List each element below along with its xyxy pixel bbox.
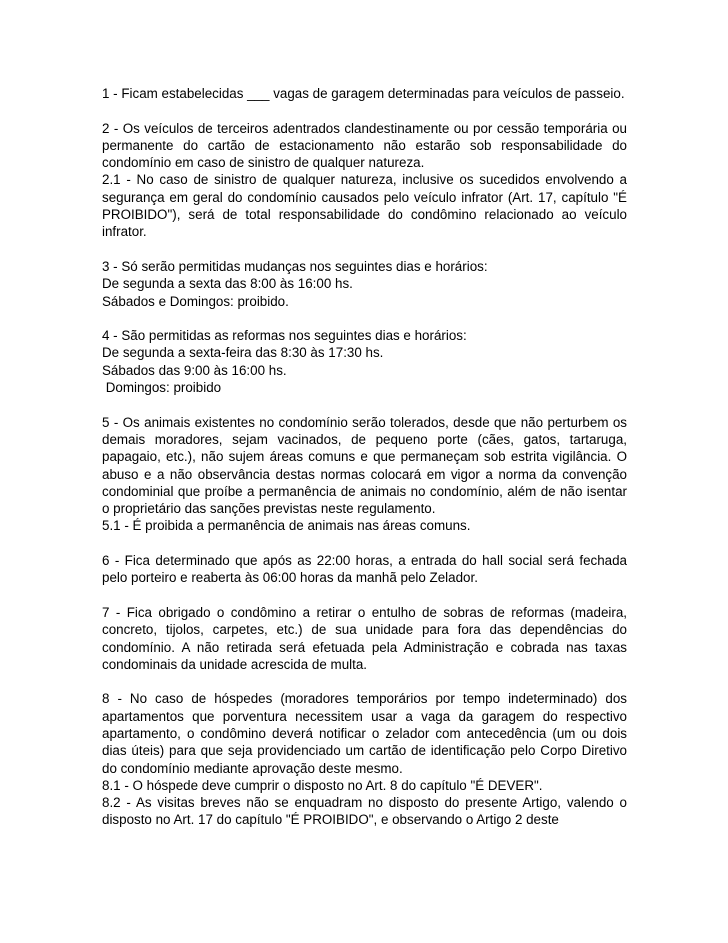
paragraph-6: 6 - Fica determinado que após as 22:00 horas, a entrada do hall social será fechada pelo porteiro e reaberta às 06:00 horas da manhã pelo Zelador. <box>102 553 627 586</box>
paragraph-2: 2 - Os veículos de terceiros adentrados clandestinamente ou por cessão temporária ou permanente do cartão de estacionamento não estarão sob responsabilidade do condomínio em caso de sinistro de qualquer natureza. <box>102 120 627 171</box>
paragraph-5: 5 - Os animais existentes no condomínio serão tolerados, desde que não perturbem os demais moradores, sejam vacinados, de pequeno porte (cães, gatos, tartaruga, papagaio, etc.), não sujem áreas comuns e que permaneçam sob estrita vigilância. O abuso e a não observância destas normas colocará em vigor a norma da convenção condominial que proíbe a permanência de animais no condomínio, além de não isentar o proprietário das sanções previstas neste regulamento. <box>102 414 627 517</box>
paragraph-8-2: 8.2 - As visitas breves não se enquadram no disposto do presente Artigo, valendo o disposto no Art. 17 do capítulo "É PROIBIDO", e observando o Artigo 2 deste <box>102 795 627 828</box>
paragraph-2-1: 2.1 - No caso de sinistro de qualquer natureza, inclusive os sucedidos envolvendo a segurança em geral do condomínio causados pelo veículo infrator (Art. 17, capítulo "É PROIBIDO"), será de total responsabilidade do condômino relacionado ao veículo infrator. <box>102 172 627 240</box>
spacer <box>102 396 627 413</box>
paragraph-8-1: 8.1 - O hóspede deve cumprir o disposto no Art. 8 do capítulo "É DEVER". <box>102 777 543 793</box>
paragraph-4-line-2: Sábados das 9:00 às 16:00 hs. <box>102 362 287 378</box>
spacer <box>102 587 627 604</box>
spacer <box>102 102 627 119</box>
paragraph-3: 3 - Só serão permitidas mudanças nos seguintes dias e horários: <box>102 258 488 274</box>
paragraph-4: 4 - São permitidas as reformas nos seguintes dias e horários: <box>102 328 467 344</box>
paragraph-4-line-3: Domingos: proibido <box>102 380 222 396</box>
paragraph-3-line-1: De segunda a sexta das 8:00 às 16:00 hs. <box>102 276 353 292</box>
spacer <box>102 310 627 327</box>
paragraph-8: 8 - No caso de hóspedes (moradores temporários por tempo indeterminado) dos apartamentos que porventura necessitem usar a vaga da garagem do respectivo apartamento, o condômino deverá notificar o zelador com antecedência (um ou dois dias úteis) para que seja providenciado um cartão de identificação pelo Corpo Diretivo do condomínio mediante aprovação deste mesmo. <box>102 691 627 776</box>
spacer <box>102 673 627 690</box>
spacer <box>102 241 627 258</box>
document-body <box>102 85 627 829</box>
paragraph-5-1: 5.1 - É proibida a permanência de animais nas áreas comuns. <box>102 518 471 534</box>
paragraph-1: 1 - Ficam estabelecidas ___ vagas de garagem determinadas para veículos de passeio. <box>102 86 625 101</box>
paragraph-4-line-1: De segunda a sexta-feira das 8:30 às 17:30 hs. <box>102 345 384 361</box>
paragraph-3-line-2: Sábados e Domingos: proibido. <box>102 293 289 309</box>
paragraph-7: 7 - Fica obrigado o condômino a retirar o entulho de sobras de reformas (madeira, concreto, tijolos, carpetes, etc.) de sua unidade para fora das dependências do condomínio. A não retirada será efetuada pela Administração e cobrada nas taxas condominais da unidade acrescida de multa. <box>102 604 627 672</box>
spacer <box>102 535 627 552</box>
